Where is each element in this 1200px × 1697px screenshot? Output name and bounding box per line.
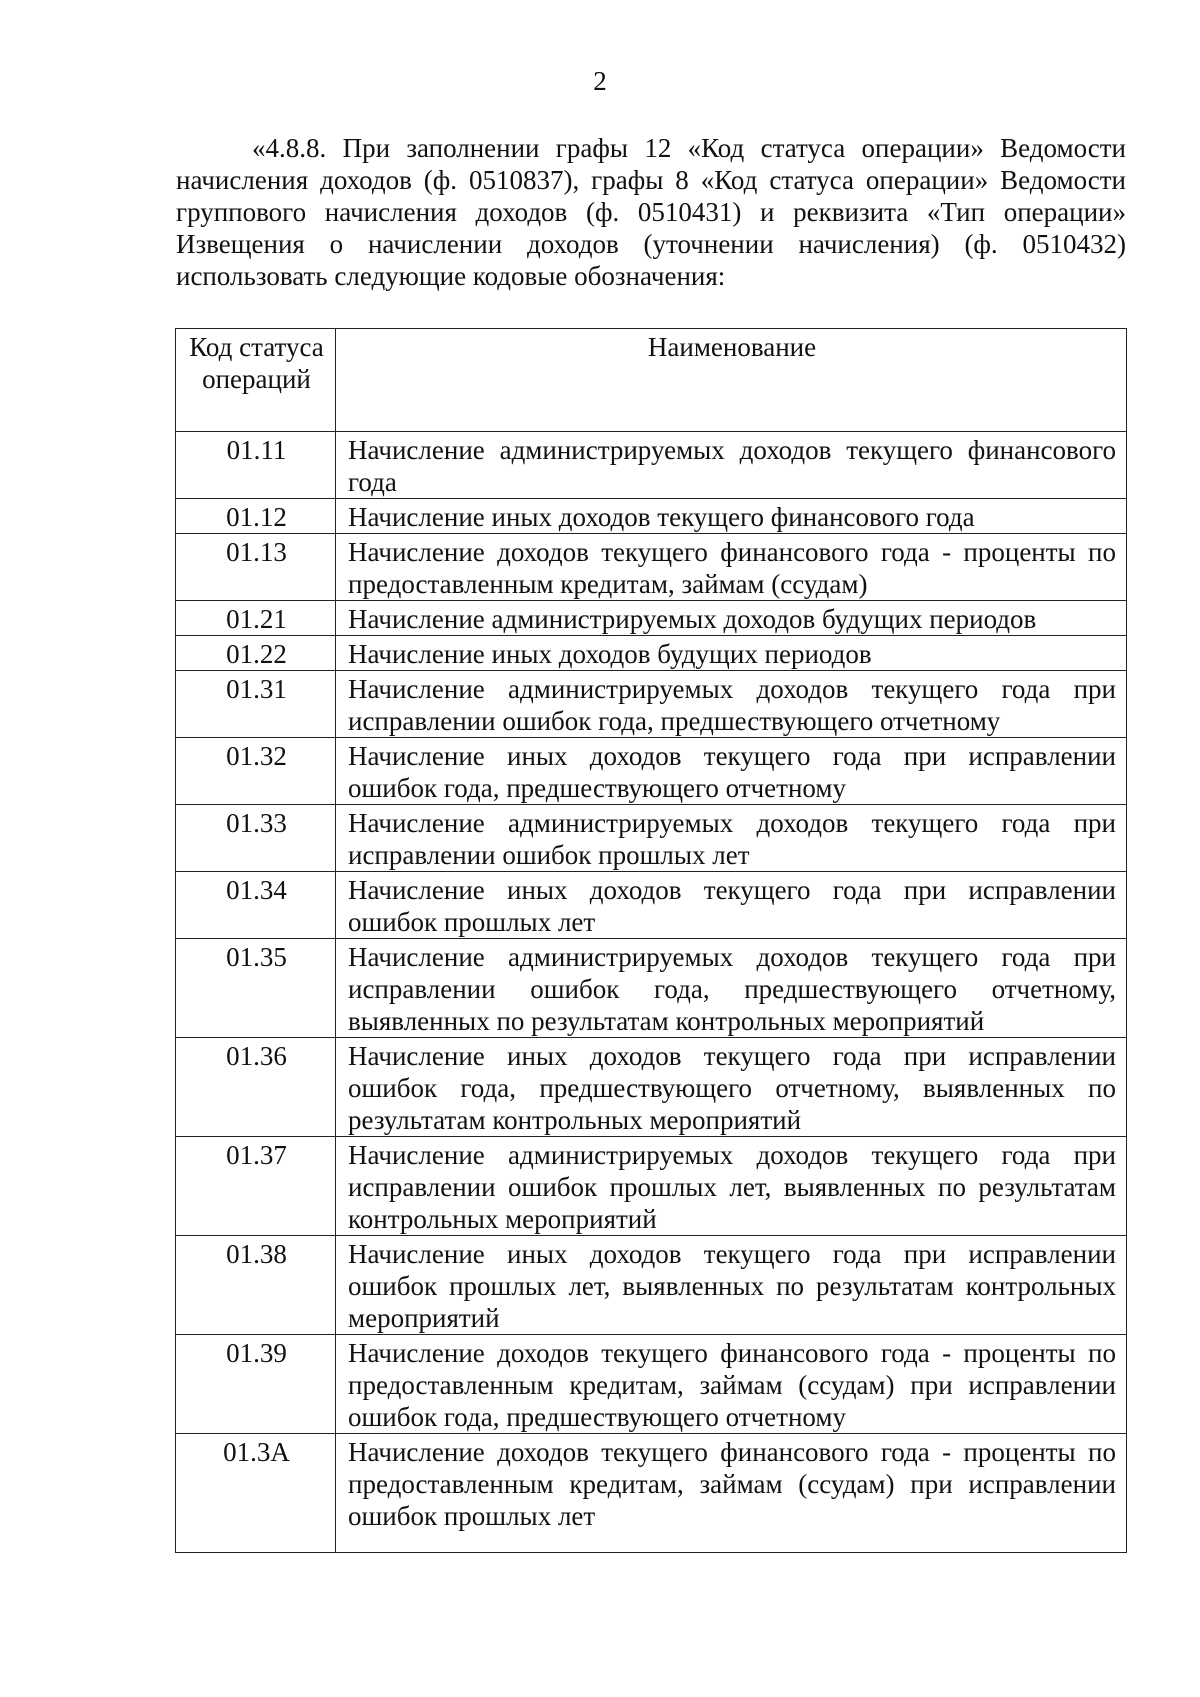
status-name-cell: Начисление администрируемых доходов будущих периодов [336,601,1127,636]
table-row [176,805,1127,872]
status-code-cell: 01.11 [176,432,336,499]
status-name-cell: Начисление иных доходов будущих периодов [336,636,1127,671]
status-code-cell: 01.38 [176,1236,336,1335]
status-name-cell: Начисление администрируемых доходов текущего года при исправлении ошибок года, предшествующего отчетному [336,671,1127,738]
status-name-cell: Начисление доходов текущего финансового года - проценты по предоставленным кредитам, займам (ссудам) при исправлении ошибок прошлых лет [336,1434,1127,1553]
table-row [176,1335,1127,1434]
header-name: Наименование [336,329,1127,432]
status-name-cell: Начисление администрируемых доходов текущего года при исправлении ошибок года, предшествующего отчетному, выявленных по результатам контрольных мероприятий [336,939,1127,1038]
status-code-cell: 01.3А [176,1434,336,1553]
status-name-cell: Начисление администрируемых доходов текущего года при исправлении ошибок прошлых лет [336,805,1127,872]
status-code-cell: 01.21 [176,601,336,636]
status-code-cell: 01.39 [176,1335,336,1434]
status-code-cell: 01.32 [176,738,336,805]
status-code-cell: 01.34 [176,872,336,939]
table-row [176,432,1127,499]
status-name-cell: Начисление администрируемых доходов текущего года при исправлении ошибок прошлых лет, выявленных по результатам контрольных мероприятий [336,1137,1127,1236]
table-row [176,636,1127,671]
status-code-cell: 01.35 [176,939,336,1038]
header-code: Код статуса операций [176,329,336,432]
table-row [176,939,1127,1038]
table-row [176,1137,1127,1236]
table-row [176,872,1127,939]
page-number: 2 [593,66,607,96]
status-code-cell: 01.22 [176,636,336,671]
table-row [176,1038,1127,1137]
status-code-cell: 01.36 [176,1038,336,1137]
status-code-cell: 01.33 [176,805,336,872]
table-body [176,432,1127,1553]
table-row [176,499,1127,534]
table-row [176,1236,1127,1335]
status-name-cell: Начисление иных доходов текущего года при исправлении ошибок года, предшествующего отчетному, выявленных по результатам контрольных мероприятий [336,1038,1127,1137]
status-name-cell: Начисление доходов текущего финансового года - проценты по предоставленным кредитам, займам (ссудам) [336,534,1127,601]
status-name-cell: Начисление иных доходов текущего года при исправлении ошибок прошлых лет [336,872,1127,939]
status-code-cell: 01.13 [176,534,336,601]
status-name-cell: Начисление администрируемых доходов текущего финансового года [336,432,1127,499]
table-row [176,738,1127,805]
status-name-cell: Начисление доходов текущего финансового года - проценты по предоставленным кредитам, займам (ссудам) при исправлении ошибок года, предшествующего отчетному [336,1335,1127,1434]
status-name-cell: Начисление иных доходов текущего финансового года [336,499,1127,534]
table-header-row [176,329,1127,432]
table-row [176,534,1127,601]
table-row [176,601,1127,636]
table-row [176,1434,1127,1553]
intro-paragraph: «4.8.8. При заполнении графы 12 «Код статуса операции» Ведомости начисления доходов (ф. 0510837), графы 8 «Код статуса операции» Ведомости группового начисления доходов (ф. 0510431) и реквизита «Тип операции» Извещения о начислении доходов (уточнении начисления) (ф. 0510432) использовать следующие кодовые обозначения: [176,133,1126,291]
status-name-cell: Начисление иных доходов текущего года при исправлении ошибок года, предшествующего отчетному [336,738,1127,805]
status-name-cell: Начисление иных доходов текущего года при исправлении ошибок прошлых лет, выявленных по результатам контрольных мероприятий [336,1236,1127,1335]
table-row [176,671,1127,738]
status-code-cell: 01.37 [176,1137,336,1236]
status-code-table [175,328,1127,1553]
status-code-cell: 01.12 [176,499,336,534]
status-code-cell: 01.31 [176,671,336,738]
